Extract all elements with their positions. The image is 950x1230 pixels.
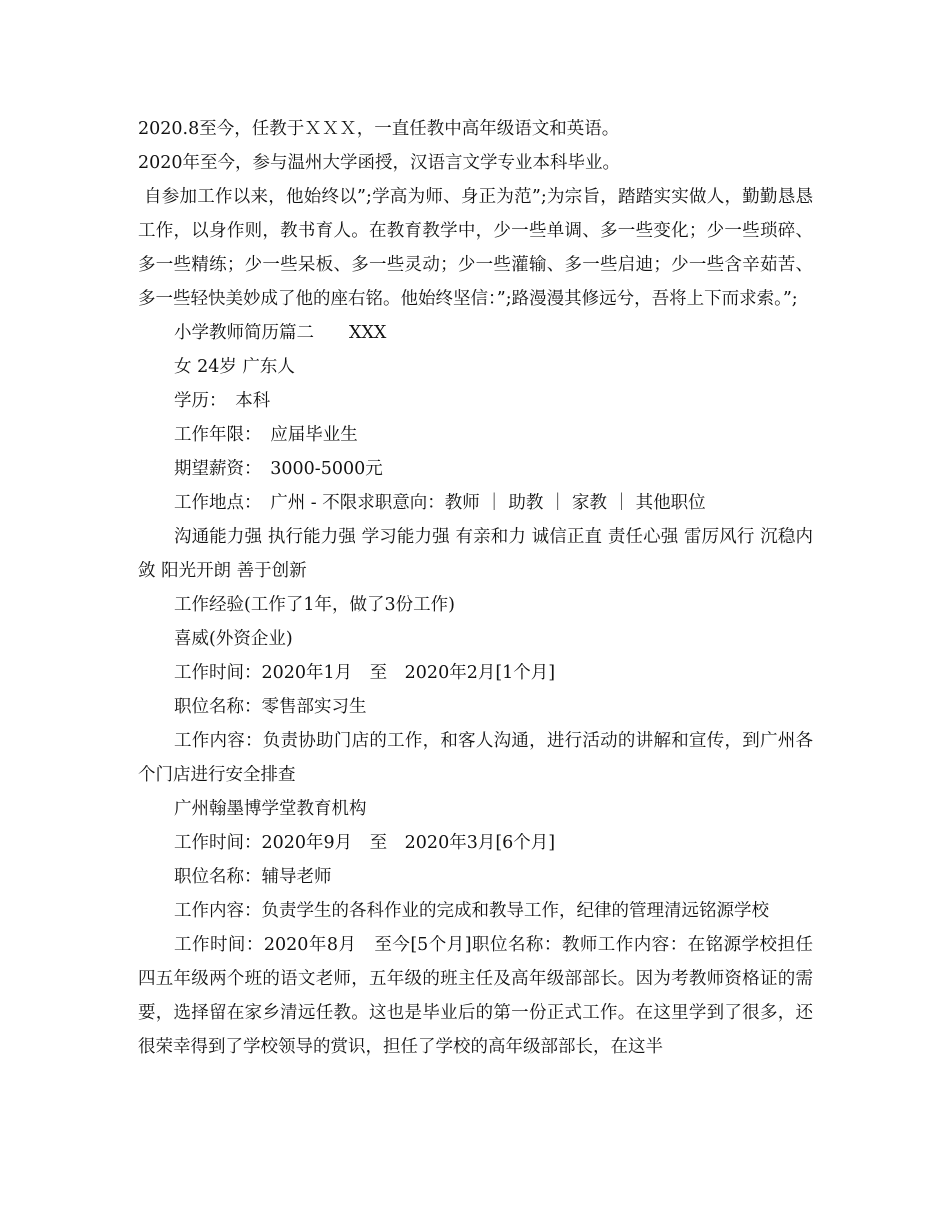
text-line: 工作时间：2020年9月 至 2020年3月[6个月] (174, 833, 556, 853)
document-page (138, 112, 813, 1064)
text-line: 2020.8至今，任教于ＸＸＸ，一直任教中高年级语文和英语。 (138, 119, 620, 139)
text-line: 工作年限： 应届毕业生 (174, 425, 358, 445)
text-line: 广州翰墨博学堂教育机构 (174, 799, 367, 819)
text-line: 工作时间：2020年1月 至 2020年2月[1个月] (174, 663, 556, 683)
text-line: 喜威(外资企业) (174, 629, 293, 649)
text-line: 职位名称：零售部实习生 (174, 697, 367, 717)
text-line: 女 24岁 广东人 (174, 357, 295, 377)
text-line: 2020年至今，参与温州大学函授，汉语言文学专业本科毕业。 (138, 153, 621, 173)
text-line: 学历： 本科 (174, 391, 271, 411)
paragraph: 自参加工作以来，他始终以”;学高为师、身正为范”;为宗旨，踏踏实实做人，勤勤恳恳工作，以身作则，教书育人。在教育教学中，少一些单调、多一些变化；少一些琐碎、多一些精练；少一些呆板、多一些灵动；少一些灌输、多一些启迪；少一些含辛茹苦、多一些轻快美妙成了他的座右铭。他始终坚信：”;路漫漫其修远兮，吾将上下而求索。”; (138, 187, 813, 309)
text-line: 职位名称：辅导老师 (174, 867, 332, 887)
text-line: 工作地点： 广州 - 不限求职意向：教师 ｜ 助教 ｜ 家教 ｜ 其他职位 (174, 493, 706, 513)
text-line: 工作内容：负责学生的各科作业的完成和教导工作，纪律的管理清远铭源学校 (174, 901, 769, 921)
paragraph: 沟通能力强 执行能力强 学习能力强 有亲和力 诚信正直 责任心强 雷厉风行 沉稳内敛 阳光开朗 善于创新 (138, 527, 813, 581)
section-title: 小学教师简历篇二 XXX (174, 323, 387, 343)
paragraph: 工作时间：2020年8月 至今[5个月]职位名称：教师工作内容：在铭源学校担任四五年级两个班的语文老师，五年级的班主任及高年级部部长。因为考教师资格证的需要，选择留在家乡清远任教。这也是毕业后的第一份正式工作。在这里学到了很多，还很荣幸得到了学校领导的赏识，担任了学校的高年级部部长，在这半 (138, 935, 813, 1057)
text-line: 期望薪资： 3000-5000元 (174, 459, 383, 479)
text-line: 工作经验(工作了1年，做了3份工作) (174, 595, 455, 615)
paragraph: 工作内容：负责协助门店的工作，和客人沟通，进行活动的讲解和宣传，到广州各个门店进行安全排查 (138, 731, 813, 785)
